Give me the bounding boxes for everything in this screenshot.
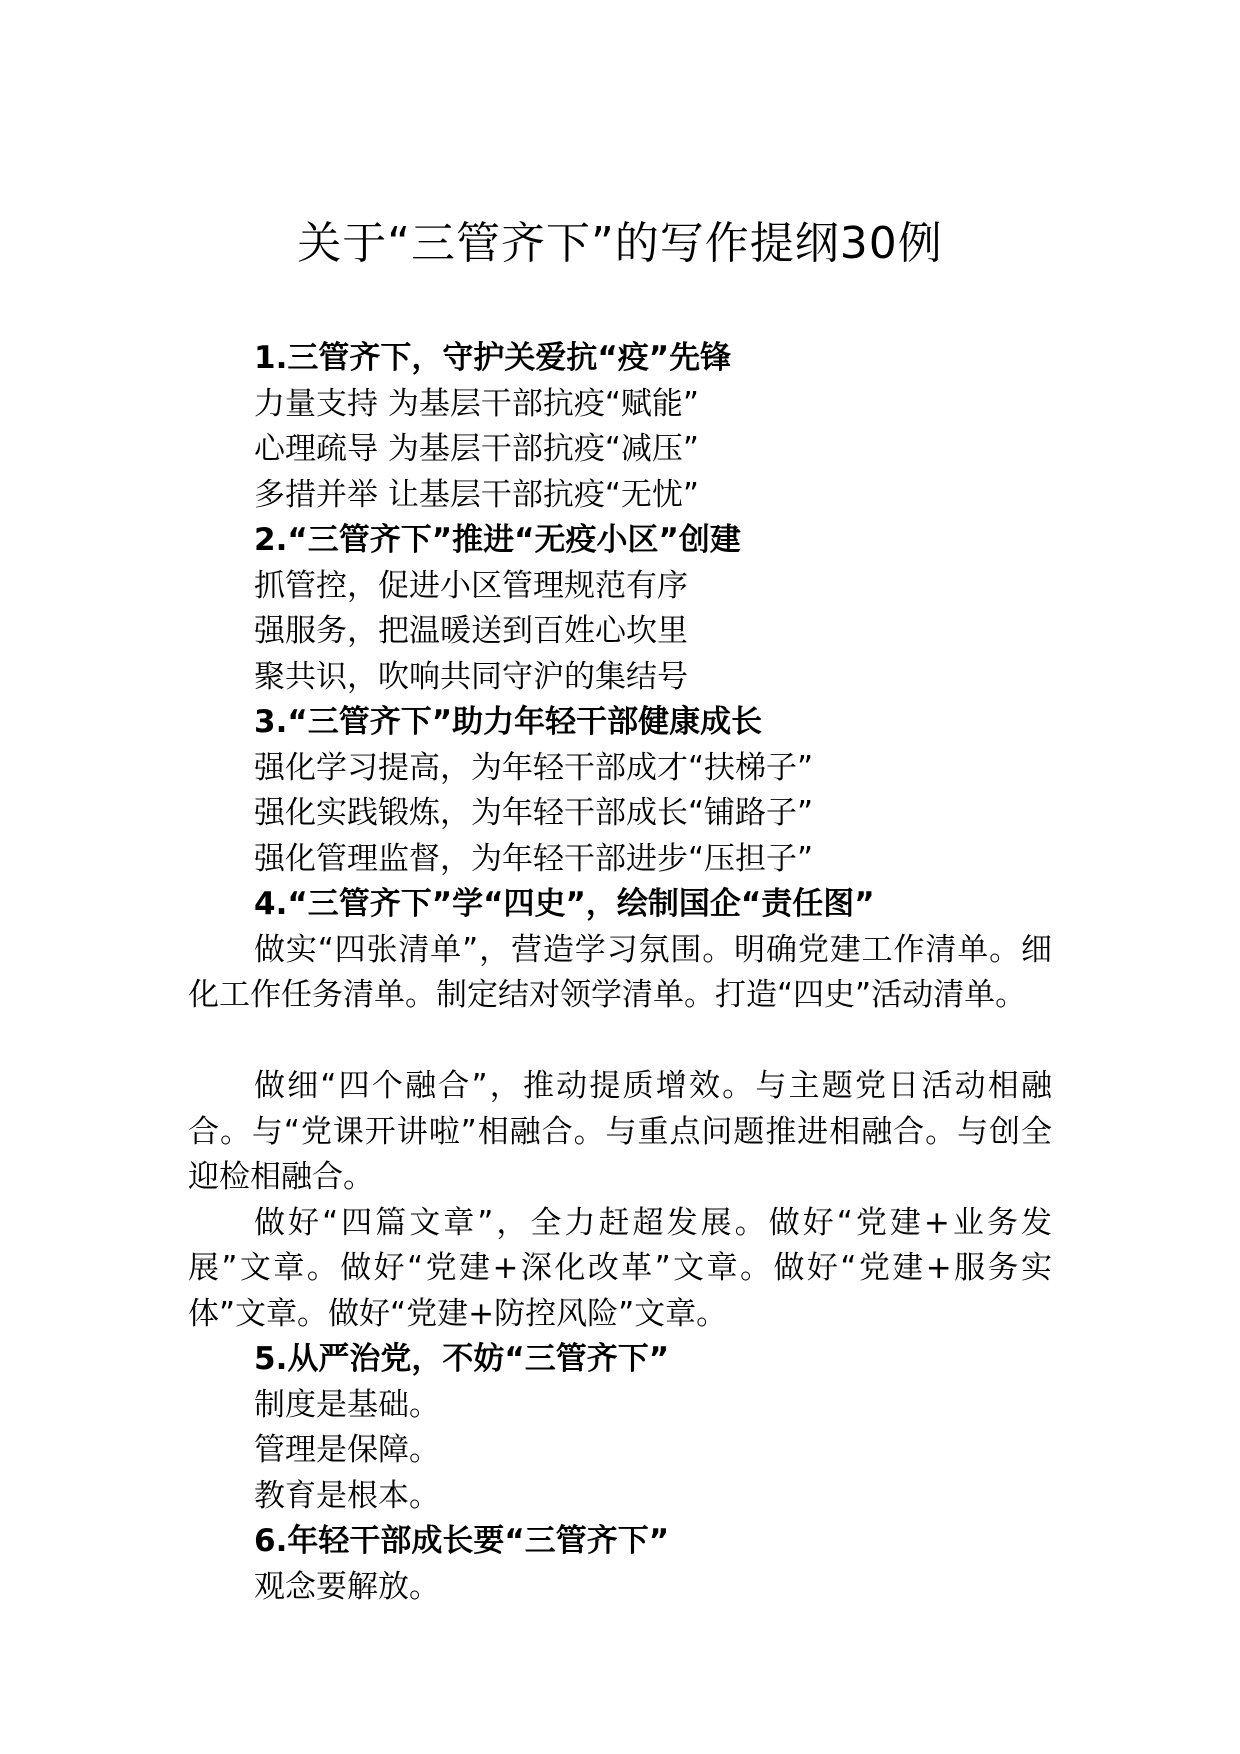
section-3-line-2: 强化实践锻炼，为年轻干部成长“铺路子”	[254, 795, 814, 831]
section-heading-3: 3.“三管齐下”助力年轻干部健康成长	[254, 704, 763, 740]
section-3-line-3: 强化管理监督，为年轻干部进步“压担子”	[254, 840, 814, 877]
section-heading-5: 5.从严治党，不妨“三管齐下”	[254, 1341, 670, 1377]
section-2-line-1: 抓管控，促进小区管理规范有序	[254, 567, 688, 604]
section-5-line-3: 教育是根本。	[254, 1477, 440, 1514]
section-5-line-2: 管理是保障。	[254, 1432, 440, 1468]
section-heading-2: 2.“三管齐下”推进“无疫小区”创建	[254, 522, 741, 558]
section-2-line-3: 聚共识，吹响共同守沪的集结号	[254, 658, 688, 695]
section-6-line-1: 观念要解放。	[254, 1568, 440, 1605]
section-1-line-1: 力量支持 为基层干部抗疫“赋能”	[254, 385, 699, 422]
section-heading-1: 1.三管齐下，守护关爱抗“疫”先锋	[254, 340, 732, 376]
section-4-paragraph-2: 做细“四个融合”，推动提质增效。与主题党日活动相融合。与“党课开讲啦”相融合。与重点问题推进相融合。与创全迎检相融合。	[188, 1068, 1052, 1195]
section-heading-4: 4.“三管齐下”学“四史”，绘制国企“责任图”	[254, 886, 875, 922]
section-3-line-1: 强化学习提高，为年轻干部成才“扶梯子”	[254, 749, 814, 786]
section-4-paragraph-1: 做实“四张清单”，营造学习氛围。明确党建工作清单。细化工作任务清单。制定结对领学清单。打造“四史”活动清单。	[188, 931, 1052, 1013]
section-5-line-1: 制度是基础。	[254, 1386, 440, 1423]
section-1-line-2: 心理疏导 为基层干部抗疫“减压”	[254, 431, 699, 467]
document-body	[188, 336, 1052, 1610]
section-2-line-2: 强服务，把温暖送到百姓心坎里	[254, 613, 688, 649]
document-title: 关于“三管齐下”的写作提纲30例	[297, 218, 943, 269]
section-1-line-3: 多措并举 让基层干部抗疫“无忧”	[254, 476, 699, 513]
section-4-paragraph-3: 做好“四篇文章”，全力赶超发展。做好“党建+业务发展”文章。做好“党建+深化改革”文章。做好“党建+服务实体”文章。做好“党建+防控风险”文章。	[188, 1204, 1052, 1332]
section-heading-6: 6.年轻干部成长要“三管齐下”	[254, 1523, 670, 1559]
